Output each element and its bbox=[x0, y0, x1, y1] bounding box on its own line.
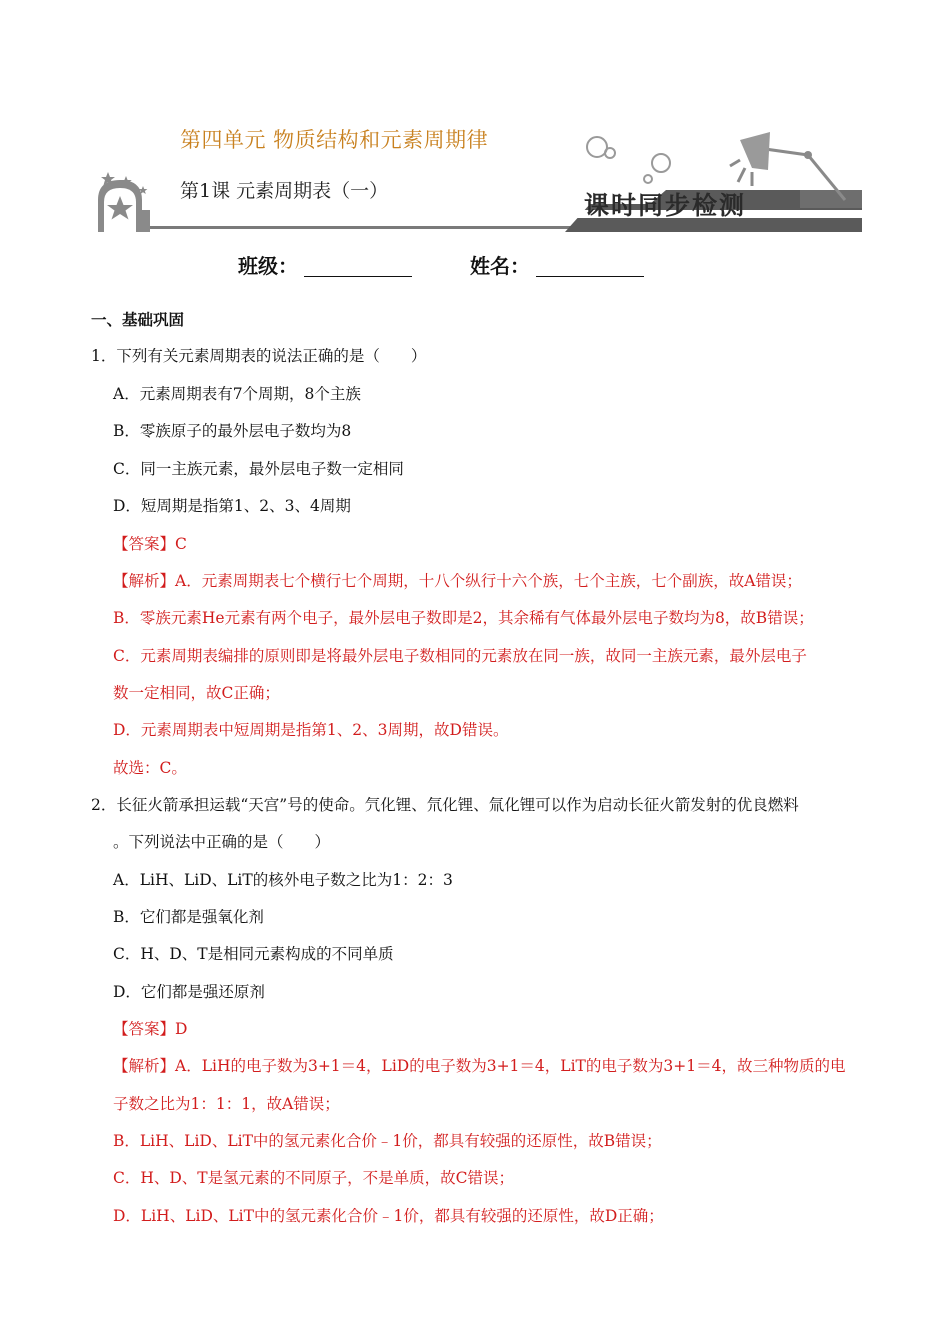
question-1-analysis-line: 【解析】A．元素周期表七个横行七个周期，十八个纵行十六个族，七个主族，七个副族，故A错误； bbox=[113, 572, 802, 590]
question-2-option-c: C．H、D、T是相同元素构成的不同单质 bbox=[113, 945, 394, 963]
question-1-option-b: B．零族原子的最外层电子数均为8 bbox=[113, 422, 352, 440]
question-1-analysis-line: 故选：C。 bbox=[113, 759, 187, 777]
question-2-stem-continued: 。下列说法中正确的是（ ） bbox=[113, 833, 331, 851]
name-field bbox=[470, 250, 644, 279]
unit-title: 第四单元 物质结构和元素周期律 bbox=[180, 128, 489, 152]
section-title: 一、基础巩固 bbox=[91, 310, 185, 329]
question-2-analysis-line: D．LiH、LiD、LiT中的氢元素化合价﹣1价，都具有较强的还原性，故D正确； bbox=[113, 1207, 664, 1225]
desk-lamp-icon bbox=[730, 132, 845, 200]
question-1-stem: 1．下列有关元素周期表的说法正确的是（ ） bbox=[91, 347, 427, 365]
question-2-stem: 2．长征火箭承担运载“天宫”号的使命。氕化锂、氘化锂、氚化锂可以作为启动长征火箭发射的优良燃料 bbox=[91, 796, 799, 814]
question-1-analysis-line: D．元素周期表中短周期是指第1、2、3周期，故D错误。 bbox=[113, 721, 509, 739]
class-label: 班级： bbox=[238, 254, 298, 278]
question-1-option-c: C．同一主族元素，最外层电子数一定相同 bbox=[113, 460, 404, 478]
question-2-analysis-line: B．LiH、LiD、LiT中的氢元素化合价﹣1价，都具有较强的还原性，故B错误； bbox=[113, 1132, 662, 1150]
name-label: 姓名： bbox=[470, 254, 530, 278]
question-2-option-a: A．LiH、LiD、LiT的核外电子数之比为1：2：3 bbox=[113, 871, 453, 889]
question-1-answer: 【答案】C bbox=[113, 535, 187, 553]
question-2-option-d: D．它们都是强还原剂 bbox=[113, 983, 265, 1001]
class-field bbox=[238, 250, 412, 279]
page-header bbox=[0, 0, 950, 240]
question-1-analysis-line: 数一定相同，故C正确； bbox=[113, 684, 280, 702]
star-emblem-icon bbox=[98, 172, 150, 232]
question-1-option-a: A．元素周期表有7个周期，8个主族 bbox=[113, 385, 361, 403]
bubble-decoration-icon bbox=[587, 137, 670, 183]
question-1-analysis-line: B．零族元素He元素有两个电子，最外层电子数即是2，其余稀有气体最外层电子数均为8，故B错误； bbox=[113, 609, 814, 627]
section-badge: 课时同步检测 bbox=[584, 191, 747, 220]
question-2-analysis-line: 子数之比为1：1：1，故A错误； bbox=[113, 1095, 340, 1113]
lesson-title: 第1课 元素周期表（一） bbox=[180, 180, 389, 202]
question-2-option-b: B．它们都是强氧化剂 bbox=[113, 908, 264, 926]
question-2-answer: 【答案】D bbox=[113, 1020, 188, 1038]
question-2-analysis-line: C．H、D、T是氢元素的不同原子，不是单质，故C错误； bbox=[113, 1169, 515, 1187]
class-blank[interactable] bbox=[304, 258, 412, 277]
question-1-analysis-line: C．元素周期表编排的原则即是将最外层电子数相同的元素放在同一族，故同一主族元素，最外层电子 bbox=[113, 647, 807, 665]
question-1-option-d: D．短周期是指第1、2、3、4周期 bbox=[113, 497, 351, 515]
name-blank[interactable] bbox=[536, 258, 644, 277]
question-2-analysis-line: 【解析】A．LiH的电子数为3+1＝4，LiD的电子数为3+1＝4，LiT的电子数为3+1＝4，故三种物质的电 bbox=[113, 1057, 846, 1075]
header-banner-graphic bbox=[0, 0, 950, 240]
